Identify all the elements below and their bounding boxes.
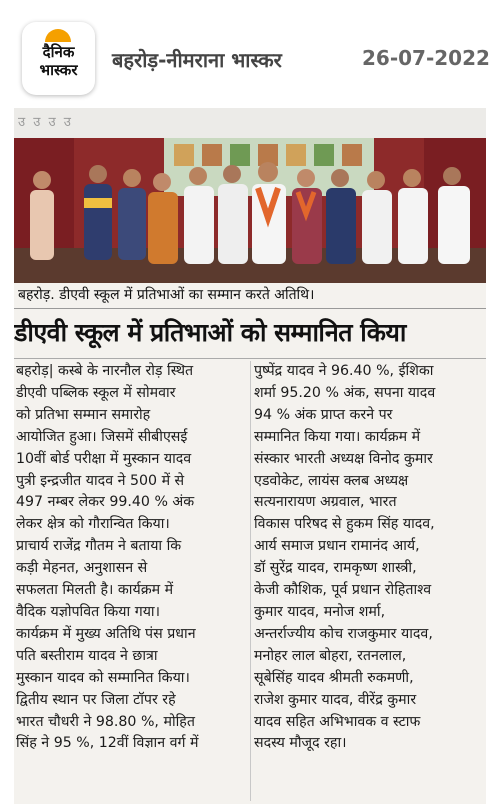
text-line: डॉ सुरेंद्र यादव, रामकृष्ण शास्त्री, [254,560,417,577]
text-line: केजी कौशिक, पूर्व प्रधान रोहिताश्व [254,582,432,599]
text-line: द्वितीय स्थान पर जिला टॉपर रहे [16,691,176,708]
text-line: पति बस्तीराम यादव ने छात्रा [16,647,158,664]
text-line: आयोजित हुआ। जिसमें सीबीएसई [16,428,188,445]
text-line: संस्कार भारती अध्यक्ष विनोद कुमार [254,450,433,467]
text-line: विकास परिषद से हुकम सिंह यादव, [254,516,435,533]
text-line: वैदिक यज्ञोपवित किया गया। [16,603,160,620]
dainik-bhaskar-logo[interactable] [22,22,95,95]
logo-sun-icon [45,29,71,42]
text-line: एडवोकेट, लायंस क्लब अध्यक्ष [254,472,409,489]
text-line: पुष्पेंद्र यादव ने 96.40 %, ईशिका [254,363,434,379]
logo-line2: भास्कर [39,61,78,79]
text-line: शर्मा 95.20 % अंक, सपना यादव [254,384,436,401]
text-line: कड़ी मेहनत, अनुशासन से [16,560,148,577]
text-line: सदस्य मौजूद रहा। [254,735,347,752]
text-line: सत्यनारायण अग्रवाल, भारत [254,494,397,511]
text-line: कुमार यादव, मनोज शर्मा, [254,603,386,620]
edition-title: बहरोड़-नीमराना भास्कर [112,48,282,72]
article-column-left [16,361,248,755]
text-line: 94 % अंक प्राप्त करने पर [254,406,393,423]
group-photo-image [14,138,486,283]
text-line: कार्यक्रम में मुख्य अतिथि पंस प्रधान [16,625,196,642]
column-divider [250,361,251,801]
photo-caption: बहरोड़. डीएवी स्कूल में प्रतिभाओं का सम्मान करते अतिथि। [18,287,315,303]
text-line: को प्रतिभा सम्मान समारोह [16,406,151,423]
text-line: पुत्री इन्द्रजीत यादव ने 500 में से [16,472,185,489]
article-column-right [254,361,486,755]
text-line: मनोहर लाल बोहरा, रतनलाल, [254,647,407,664]
faded-text: उ उ उ उ [18,115,73,130]
text-line: प्राचार्य राजेंद्र गौतम ने बताया कि [16,538,182,555]
text-line: यादव सहित अभिभावक व स्टाफ [254,713,421,730]
text-line: सूबेसिंह यादव श्रीमती रुकमणी, [254,669,414,686]
text-line: सफलता मिलती है। कार्यक्रम में [16,582,174,599]
text-line: आर्य समाज प्रधान रामानंद आर्य, [254,538,420,555]
text-line: लेकर क्षेत्र को गौरान्वित किया। [16,516,170,533]
text-line: 10वीं बोर्ड परीक्षा में मुस्कान यादव [16,450,192,467]
text-line: बहरोड़| कस्बे के नारनौल रोड़ स्थित [16,363,194,379]
logo-line1: दैनिक [42,43,75,61]
app-header [0,0,500,108]
text-line: डीएवी पब्लिक स्कूल में सोमवार [16,384,176,401]
text-line: भारत चौधरी ने 98.80 %, मोहित [16,713,195,730]
article-photo [14,138,486,283]
clipping-top-strip [14,108,486,138]
divider [14,308,486,309]
text-line: अन्तर्राज्यीय कोच राजकुमार यादव, [254,625,433,642]
text-line: मुस्कान यादव को सम्मानित किया। [16,669,190,686]
text-line: 497 नम्बर लेकर 99.40 % अंक [16,494,195,511]
text-line: सिंह ने 95 %, 12वीं विज्ञान वर्ग में [16,735,199,752]
article-headline: डीएवी स्कूल में प्रतिभाओं को सम्मानित किया [14,318,406,347]
text-line: राजेश कुमार यादव, वीरेंद्र कुमार [254,691,417,708]
news-clipping[interactable] [14,108,486,804]
edition-date: 26-07-2022 [362,46,490,70]
divider [14,358,486,359]
text-line: सम्मानित किया गया। कार्यक्रम में [254,428,421,445]
